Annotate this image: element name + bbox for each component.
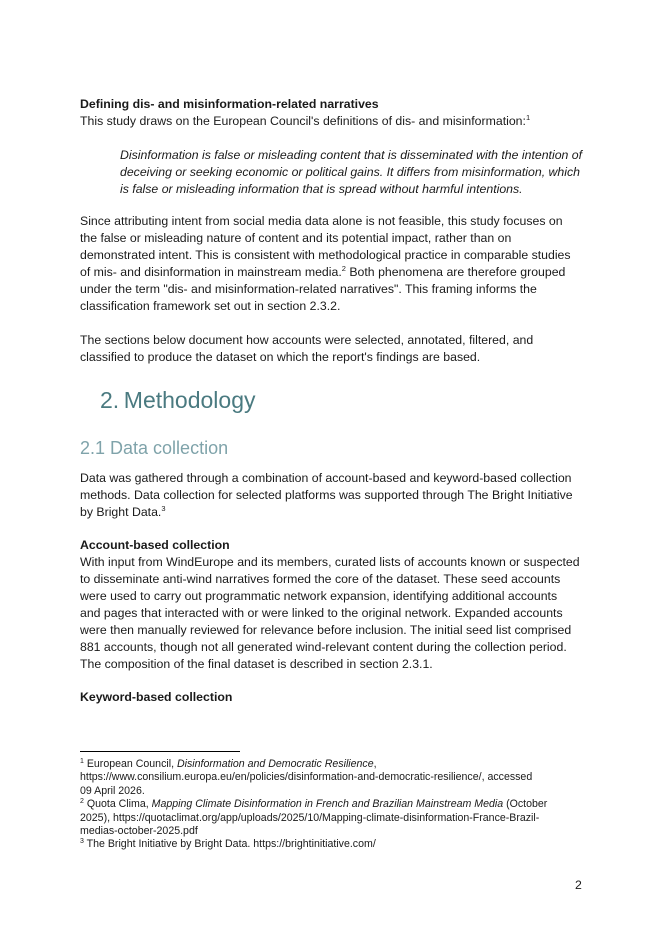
text-segment: the false or misleading nature of content and its potential impact, rather than on xyxy=(80,231,512,245)
text-segment: Disinformation and Democratic Resilience xyxy=(176,758,374,770)
text-segment: 2025), https://quotaclimat.org/app/uploads/2025/10/Mapping-climate-disinformation-France-Brazil- xyxy=(80,811,540,824)
text-line xyxy=(80,96,600,113)
text-line xyxy=(80,622,600,639)
text-segment: This study draws on the European Council's definitions of dis- and misinformation: xyxy=(80,114,526,128)
keyword-based-heading xyxy=(80,689,600,706)
text-line xyxy=(80,689,600,706)
footnote-reference: 2 xyxy=(80,798,84,806)
text-line xyxy=(80,785,547,798)
text-line xyxy=(80,571,600,588)
text-line xyxy=(80,504,600,521)
text-line xyxy=(80,771,547,784)
text-line xyxy=(80,838,547,851)
text-segment: were used to carry out programmatic network expansion, identifying additional accounts xyxy=(80,589,558,603)
text-line xyxy=(80,113,600,130)
text-segment: (October xyxy=(503,798,548,811)
text-segment: Account-based collection xyxy=(80,538,230,552)
subsection-heading-data-collection: 2.1 Data collection xyxy=(80,438,229,458)
text-line xyxy=(80,298,600,315)
text-segment: Data was gathered through a combination of account-based and keyword-based collection xyxy=(80,471,572,485)
text-segment: by Bright Data. xyxy=(80,505,162,519)
text-segment: and pages that interacted with or were linked to the original network. Expanded accounts xyxy=(80,606,563,620)
intent-paragraph xyxy=(80,213,600,315)
definition-quote xyxy=(120,147,640,198)
defining-heading xyxy=(80,96,600,130)
page-number: 2 xyxy=(575,878,582,892)
text-line xyxy=(120,181,640,198)
data-collection-paragraph xyxy=(80,470,600,521)
text-segment: is false or misleading information that is spread without harmful intentions. xyxy=(120,182,523,196)
text-line xyxy=(120,164,640,181)
text-line xyxy=(80,554,600,571)
text-segment: of mis- and disinformation in mainstream media. xyxy=(80,265,342,279)
text-segment: methods. Data collection for selected platforms was supported through The Bright Initiative xyxy=(80,488,573,502)
footnote-reference: 1 xyxy=(525,113,531,122)
text-segment: classification framework set out in section 2.3.2. xyxy=(80,299,341,313)
footnote-reference: 3 xyxy=(80,838,84,846)
text-segment: With input from WindEurope and its members, curated lists of accounts known or suspected xyxy=(80,555,580,569)
text-line xyxy=(80,349,600,366)
text-segment: European Council, xyxy=(83,758,177,770)
text-segment: were then manually reviewed for relevance before inclusion. The initial seed list comprised xyxy=(80,623,572,637)
text-segment: 09 April 2026. xyxy=(80,784,145,797)
text-line xyxy=(80,332,600,349)
text-segment: , xyxy=(373,758,377,770)
text-segment: classified to produce the dataset on which the report's findings are based. xyxy=(80,350,481,364)
text-line xyxy=(80,487,600,504)
text-segment: Both phenomena are therefore grouped xyxy=(345,265,566,279)
text-segment: Keyword-based collection xyxy=(80,690,233,704)
text-line xyxy=(80,230,600,247)
text-line xyxy=(80,470,600,487)
text-segment: The sections below document how accounts were selected, annotated, filtered, and xyxy=(80,333,534,347)
text-segment: The composition of the final dataset is described in section 2.3.1. xyxy=(80,657,433,671)
sections-paragraph xyxy=(80,332,600,366)
text-segment: to disseminate anti-wind narratives formed the core of the dataset. These seed accounts xyxy=(80,572,561,586)
text-segment: https://www.consilium.europa.eu/en/policies/disinformation-and-democratic-resilience/, accessed xyxy=(80,771,533,784)
text-segment: 881 accounts, though not all generated wind-relevant content during the collection period. xyxy=(80,640,567,654)
text-line xyxy=(80,213,600,230)
text-line xyxy=(80,281,600,298)
text-segment: demonstrated intent. This is consistent with methodological practice in comparable studies xyxy=(80,248,571,262)
text-segment: The Bright Initiative by Bright Data. https://brightinitiative.com/ xyxy=(83,838,376,851)
text-line xyxy=(80,825,547,838)
text-line xyxy=(80,798,547,811)
text-line xyxy=(80,537,600,554)
text-line xyxy=(80,812,547,825)
text-line xyxy=(80,758,547,771)
text-line xyxy=(80,264,600,281)
text-segment: Mapping Climate Disinformation in French and Brazilian Mainstream Media xyxy=(151,798,504,811)
text-segment: Quota Clima, xyxy=(83,798,152,811)
account-based-section xyxy=(80,537,600,673)
text-line xyxy=(80,656,600,673)
footnote-reference: 3 xyxy=(161,504,166,513)
text-segment: Since attributing intent from social media data alone is not feasible, this study focuses on xyxy=(80,214,563,228)
text-line xyxy=(80,639,600,656)
text-line xyxy=(80,605,600,622)
text-segment: deceiving or seeking economic or political gains. It differs from misinformation, which xyxy=(120,165,580,179)
text-segment: Defining dis- and misinformation-related narratives xyxy=(80,97,379,111)
text-line xyxy=(80,247,600,264)
text-segment: medias-october-2025.pdf xyxy=(80,824,198,837)
footnote-reference: 1 xyxy=(80,758,84,765)
text-line xyxy=(120,147,640,164)
section-heading-methodology: 2. Methodology xyxy=(100,387,256,413)
text-segment: under the term "dis- and misinformation-related narratives". This framing informs the xyxy=(80,282,537,296)
footnote-reference: 2 xyxy=(341,264,346,273)
footnote-separator xyxy=(80,751,240,752)
footnotes xyxy=(80,758,547,852)
text-segment: Disinformation is false or misleading content that is disseminated with the intention of xyxy=(120,148,583,162)
text-line xyxy=(80,588,600,605)
